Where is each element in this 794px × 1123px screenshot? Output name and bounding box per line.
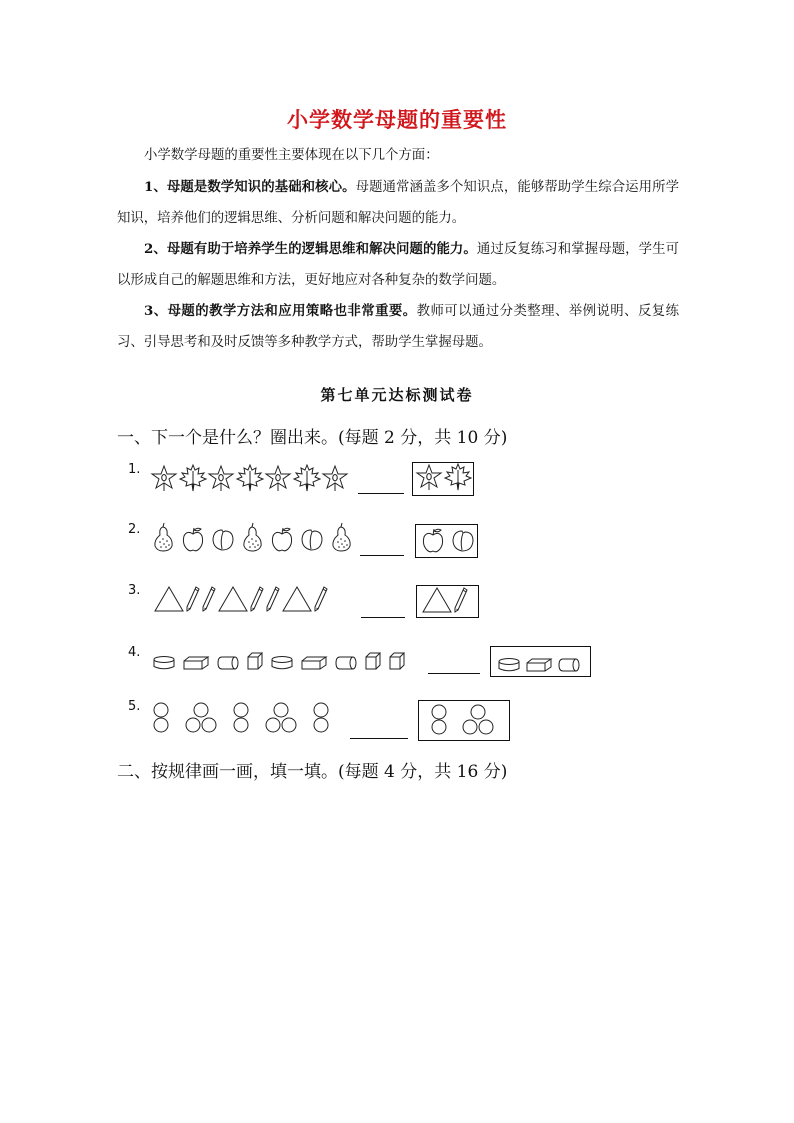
answer-box-3[interactable] [416, 585, 479, 618]
pencil-icon [454, 587, 468, 617]
point-lead-2: 2、母题有助于培养学生的逻辑思维和解决问题的能力。 [144, 241, 477, 257]
cylinder-icon [498, 657, 520, 676]
answer-box-1[interactable] [412, 462, 474, 496]
apple-icon [181, 526, 205, 556]
triangle-icon [154, 586, 184, 616]
point-text-3: 教师可以通过分类整理、举例说明、反复练习、引导思考和及时反馈等多种教学方式，帮助学生掌握母题。 [117, 304, 680, 350]
point-lead-3: 3、母题的教学方法和应用策略也非常重要。 [144, 303, 417, 319]
apple-icon [270, 526, 294, 556]
question-5-sequence [151, 706, 341, 738]
cylinder-icon [271, 655, 293, 674]
two-circles-icon [311, 702, 331, 738]
cylinder-icon [153, 655, 175, 674]
apple-icon [421, 527, 445, 557]
intro-paragraph [117, 140, 679, 171]
question-number-1: 1. [128, 462, 141, 477]
pencil-icon [266, 586, 280, 616]
star-leaf-icon [151, 464, 178, 496]
section-heading-2: 二、按规律画一画，填一填。(每题 4 分，共 16 分) [117, 762, 508, 782]
cube-icon [365, 652, 381, 674]
two-circles-icon [429, 704, 449, 740]
triangle-icon [422, 587, 452, 617]
document-title: 小学数学母题的重要性 [287, 108, 507, 132]
cube-icon [247, 652, 263, 674]
peach-icon [300, 526, 324, 556]
point-paragraph-2 [117, 234, 679, 296]
cuboid-icon [183, 655, 209, 674]
pencil-icon [314, 586, 328, 616]
point-paragraph-3 [117, 296, 679, 358]
point-paragraph-1 [117, 172, 679, 234]
two-circles-icon [151, 702, 171, 738]
maple-leaf-icon [180, 464, 207, 496]
answer-blank-3[interactable] [361, 616, 405, 618]
intro-text: 小学数学母题的重要性主要体现在以下几个方面： [144, 148, 439, 163]
question-number-4: 4. [128, 645, 141, 660]
question-number-5: 5. [128, 699, 141, 714]
question-4-sequence [153, 654, 428, 674]
maple-leaf-icon [445, 463, 472, 495]
triangle-icon [218, 586, 248, 616]
point-text-1: 母题通常涵盖多个知识点，能够帮助学生综合运用所学知识，培养他们的逻辑思维、分析问题和解决问题的能力。 [117, 180, 679, 226]
cylinder-side-icon [217, 655, 239, 674]
three-circles-icon [264, 702, 298, 738]
pear-icon [152, 522, 175, 556]
two-circles-icon [231, 702, 251, 738]
cube-icon [389, 652, 405, 674]
triangle-icon [282, 586, 312, 616]
cylinder-side-icon [335, 655, 357, 674]
point-text-2: 通过反复练习和掌握母题，学生可以形成自己的解题思维和方法，更好地应对各种复杂的数学问题。 [117, 242, 679, 288]
answer-blank-4[interactable] [428, 672, 480, 674]
maple-leaf-icon [237, 464, 264, 496]
exam-title: 第七单元达标测试卷 [320, 386, 474, 404]
pear-icon [330, 522, 353, 556]
question-1-sequence [151, 464, 351, 496]
answer-blank-1[interactable] [358, 492, 404, 494]
pencil-icon [186, 586, 200, 616]
cuboid-icon [301, 655, 327, 674]
pencil-icon [202, 586, 216, 616]
point-lead-1: 1、母题是数学知识的基础和核心。 [144, 179, 356, 195]
question-3-sequence [154, 588, 364, 616]
peach-icon [211, 526, 235, 556]
peach-icon [451, 527, 475, 557]
pear-icon [241, 522, 264, 556]
question-2-sequence [152, 526, 362, 556]
three-circles-icon [461, 704, 495, 740]
star-leaf-icon [265, 464, 292, 496]
star-leaf-icon [322, 464, 349, 496]
maple-leaf-icon [294, 464, 321, 496]
three-circles-icon [184, 702, 218, 738]
cylinder-side-icon [558, 657, 580, 676]
star-leaf-icon [208, 464, 235, 496]
star-leaf-icon [416, 463, 443, 495]
answer-box-2[interactable] [415, 524, 478, 558]
answer-box-5[interactable] [418, 700, 510, 741]
answer-blank-2[interactable] [360, 554, 404, 556]
question-number-2: 2. [128, 522, 141, 537]
answer-blank-5[interactable] [350, 737, 408, 739]
section-heading-1: 一、下一个是什么？圈出来。(每题 2 分，共 10 分) [117, 428, 508, 448]
cuboid-icon [526, 657, 552, 676]
question-number-3: 3. [128, 583, 141, 598]
pencil-icon [250, 586, 264, 616]
answer-box-4[interactable] [490, 646, 591, 677]
